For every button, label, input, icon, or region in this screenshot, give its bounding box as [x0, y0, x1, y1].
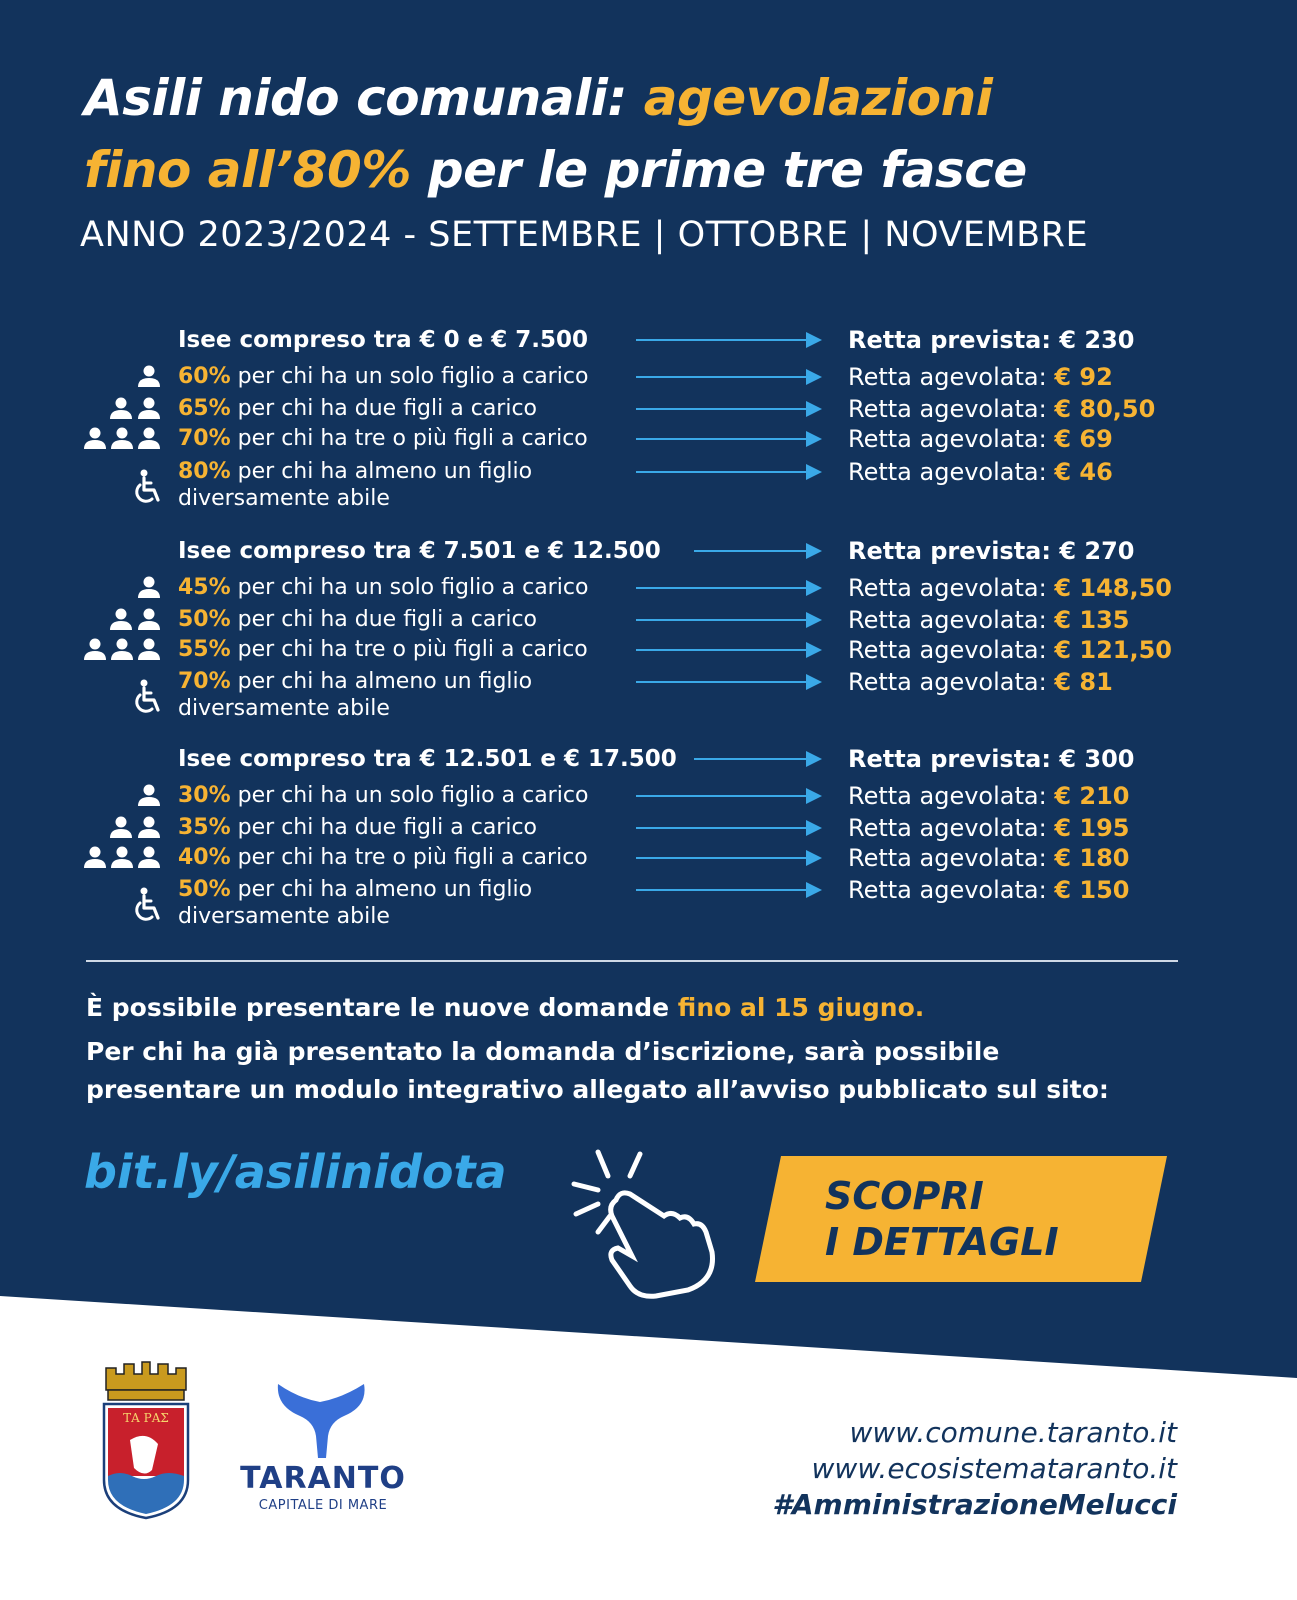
hashtag: #AmministrazioneMelucci — [772, 1488, 1177, 1521]
tier-0-item-3 — [0, 456, 1297, 511]
arrow-right-icon — [636, 857, 820, 859]
taranto-brand-logo — [238, 1376, 408, 1520]
short-link[interactable]: bit.ly/asilinidota — [84, 1145, 507, 1199]
info-line-3: presentare un modulo integrativo allegato all’avviso pubblicato sul sito: — [86, 1075, 1109, 1104]
arrow-right-icon — [694, 550, 820, 552]
reduced-fee: Retta agevolata: € 92 — [848, 363, 1113, 391]
item-label: 45% per chi ha un solo figlio a carico — [178, 575, 589, 600]
two-persons-icon — [108, 393, 162, 425]
tier-2-fee: Retta prevista: € 300 — [848, 745, 1135, 773]
tier-0-range: Isee compreso tra € 0 e € 7.500 — [178, 327, 589, 353]
tier-0-item-2 — [0, 423, 1297, 455]
reduced-fee: Retta agevolata: € 80,50 — [848, 395, 1156, 423]
subtitle: ANNO 2023/2024 - SETTEMBRE | OTTOBRE | NOVEMBRE — [80, 215, 1089, 255]
person-icon — [136, 780, 162, 812]
title-part-1: Asili nido comunali: — [84, 69, 644, 127]
tier-1-header — [0, 535, 1297, 567]
tier-1-item-2 — [0, 634, 1297, 666]
item-label: 55% per chi ha tre o più figli a carico — [178, 637, 588, 662]
three-persons-icon — [82, 634, 162, 666]
divider — [86, 960, 1178, 962]
arrow-right-icon — [636, 438, 820, 440]
reduced-fee: Retta agevolata: € 210 — [848, 782, 1130, 810]
title-part-2: agevolazioni — [643, 69, 993, 127]
three-persons-icon — [82, 842, 162, 874]
tier-1-item-3 — [0, 666, 1297, 721]
item-label: 50% per chi ha almeno un figlio — [178, 877, 533, 902]
arrow-right-icon — [636, 408, 820, 410]
wheelchair-icon — [132, 468, 166, 508]
three-persons-icon — [82, 423, 162, 455]
tier-0-item-0 — [0, 361, 1297, 393]
item-label-line-2: diversamente abile — [178, 696, 390, 721]
arrow-right-icon — [636, 376, 820, 378]
arrow-right-icon — [636, 619, 820, 621]
arrow-right-icon — [636, 587, 820, 589]
title-part-3: fino all’80% — [84, 141, 411, 199]
item-label: 50% per chi ha due figli a carico — [178, 607, 538, 632]
arrow-right-icon — [636, 795, 820, 797]
discover-details-button[interactable] — [755, 1156, 1167, 1282]
item-label: 80% per chi ha almeno un figlio — [178, 459, 533, 484]
item-label: 35% per chi ha due figli a carico — [178, 815, 538, 840]
brand-name: TARANTO — [240, 1461, 406, 1496]
info-line-2: Per chi ha già presentato la domanda d’iscrizione, sarà possibile — [86, 1037, 1000, 1066]
website-link-ecosistema[interactable]: www.ecosistemataranto.it — [811, 1452, 1177, 1485]
item-label-line-2: diversamente abile — [178, 904, 390, 929]
tier-2-range: Isee compreso tra € 12.501 e € 17.500 — [178, 746, 677, 772]
item-label: 30% per chi ha un solo figlio a carico — [178, 783, 589, 808]
arrow-right-icon — [636, 471, 820, 473]
tier-2-item-1 — [0, 812, 1297, 844]
two-persons-icon — [108, 604, 162, 636]
crest-inscription: ΤΑ ΡΑΣ — [123, 1411, 169, 1425]
website-link-comune[interactable]: www.comune.taranto.it — [849, 1416, 1177, 1449]
tier-1-fee: Retta prevista: € 270 — [848, 537, 1135, 565]
tier-2-item-3 — [0, 874, 1297, 929]
tier-0-fee: Retta prevista: € 230 — [848, 326, 1135, 354]
title-part-4: per le prime tre fasce — [410, 141, 1027, 199]
reduced-fee: Retta agevolata: € 148,50 — [848, 574, 1172, 602]
reduced-fee: Retta agevolata: € 69 — [848, 425, 1113, 453]
person-icon — [136, 361, 162, 393]
arrow-right-icon — [636, 339, 820, 341]
tier-0-item-1 — [0, 393, 1297, 425]
tier-1-item-1 — [0, 604, 1297, 636]
tier-2-item-0 — [0, 780, 1297, 812]
reduced-fee: Retta agevolata: € 121,50 — [848, 636, 1172, 664]
tap-hand-icon — [560, 1140, 730, 1300]
tier-0-header — [0, 324, 1297, 356]
item-label-line-2: diversamente abile — [178, 486, 390, 511]
person-icon — [136, 572, 162, 604]
arrow-right-icon — [636, 681, 820, 683]
arrow-right-icon — [636, 827, 820, 829]
item-label: 70% per chi ha tre o più figli a carico — [178, 426, 588, 451]
page-title — [84, 62, 1264, 206]
arrow-right-icon — [694, 758, 820, 760]
two-persons-icon — [108, 812, 162, 844]
wheelchair-icon — [132, 678, 166, 718]
cta-line-1: SCOPRI — [825, 1174, 984, 1218]
crest-icon — [100, 1360, 192, 1520]
reduced-fee: Retta agevolata: € 135 — [848, 606, 1130, 634]
tier-1-range: Isee compreso tra € 7.501 e € 12.500 — [178, 538, 661, 564]
tier-2-item-2 — [0, 842, 1297, 874]
reduced-fee: Retta agevolata: € 195 — [848, 814, 1130, 842]
item-label: 60% per chi ha un solo figlio a carico — [178, 364, 589, 389]
wheelchair-icon — [132, 886, 166, 926]
item-label: 65% per chi ha due figli a carico — [178, 396, 538, 421]
city-crest-logo — [100, 1360, 192, 1524]
reduced-fee: Retta agevolata: € 180 — [848, 844, 1130, 872]
brand-tagline: CAPITALE DI MARE — [258, 1498, 388, 1513]
item-label: 70% per chi ha almeno un figlio — [178, 669, 533, 694]
reduced-fee: Retta agevolata: € 81 — [848, 668, 1113, 696]
arrow-right-icon — [636, 649, 820, 651]
info-deadline: È possibile presentare le nuove domande fino al 15 giugno. — [86, 993, 925, 1022]
arrow-right-icon — [636, 889, 820, 891]
tier-1-item-0 — [0, 572, 1297, 604]
cta-line-2: I DETTAGLI — [825, 1220, 1059, 1264]
tier-2-header — [0, 743, 1297, 775]
reduced-fee: Retta agevolata: € 46 — [848, 458, 1113, 486]
reduced-fee: Retta agevolata: € 150 — [848, 876, 1130, 904]
item-label: 40% per chi ha tre o più figli a carico — [178, 845, 588, 870]
